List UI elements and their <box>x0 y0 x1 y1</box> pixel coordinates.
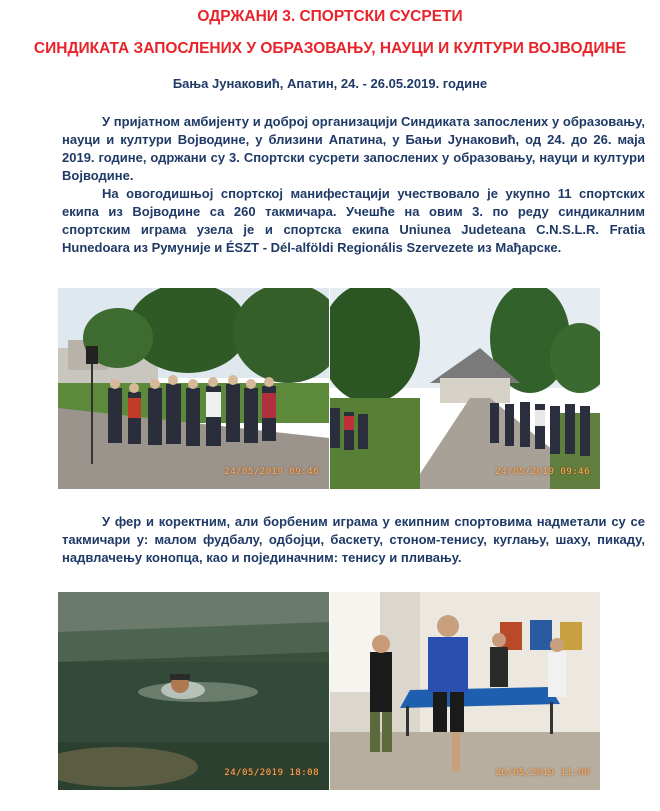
document-title: ОДРЖАНИ 3. СПОРТСКИ СУСРЕТИ <box>197 8 463 25</box>
photo-participants-lineup <box>330 288 600 489</box>
photo-swimming <box>58 592 329 790</box>
sports-text <box>62 513 645 567</box>
paragraph-intro: У пријатном амбијенту и доброј организацији Синдиката запослених у образовању, науци и култури Војводине, у близини Апатина, у Бањи Јунаковић, од 24. до 26. маја 2019. године, одржани су 3. Спортски сусрети запослених у образовању, науци и култури Војводине. <box>62 114 645 183</box>
paragraph-participants: На овогодишњој спортској манифестацији учествовало је укупно 11 спортских екипа из Војводине са 260 такмичара. Учешће на овим 3. по реду синдикалним спортским играма узела је и спортска екипа Uniunea Judeteana C.N.S.L.R. Fratia Hunedoara из Румуније и ÉSZT - Dél-alföldi Regionális Szervezete из Мађарске. <box>62 186 645 255</box>
intro-text <box>62 113 645 257</box>
photo-timestamp: 24/05/2019 09:46 <box>495 467 590 477</box>
location-date-subtitle: Бања Јунаковић, Апатин, 24. - 26.05.2019. године <box>172 76 488 91</box>
photo-opening-ceremony-group <box>58 288 329 489</box>
document-title-organization: СИНДИКАТА ЗАПОСЛЕНИХ У ОБРАЗОВАЊУ, НАУЦИ И КУЛТУРИ ВОЈВОДИНЕ <box>33 40 627 57</box>
photo-timestamp: 26/05/2019 11:09 <box>495 768 590 778</box>
photo-timestamp: 24/05/2019 18:08 <box>224 768 319 778</box>
photo-timestamp: 24/05/2019 09:46 <box>224 467 319 477</box>
photo-table-tennis <box>330 592 600 790</box>
paragraph-sports: У фер и коректним, али борбеним играма у екипним спортовима надметали су се такмичари у: малом фудбалу, одбојци, баскету, стоном-тенису, куглању, шаху, пикаду, надвлачењу конопца, као и појединачним: тенису и пливању. <box>62 514 645 565</box>
